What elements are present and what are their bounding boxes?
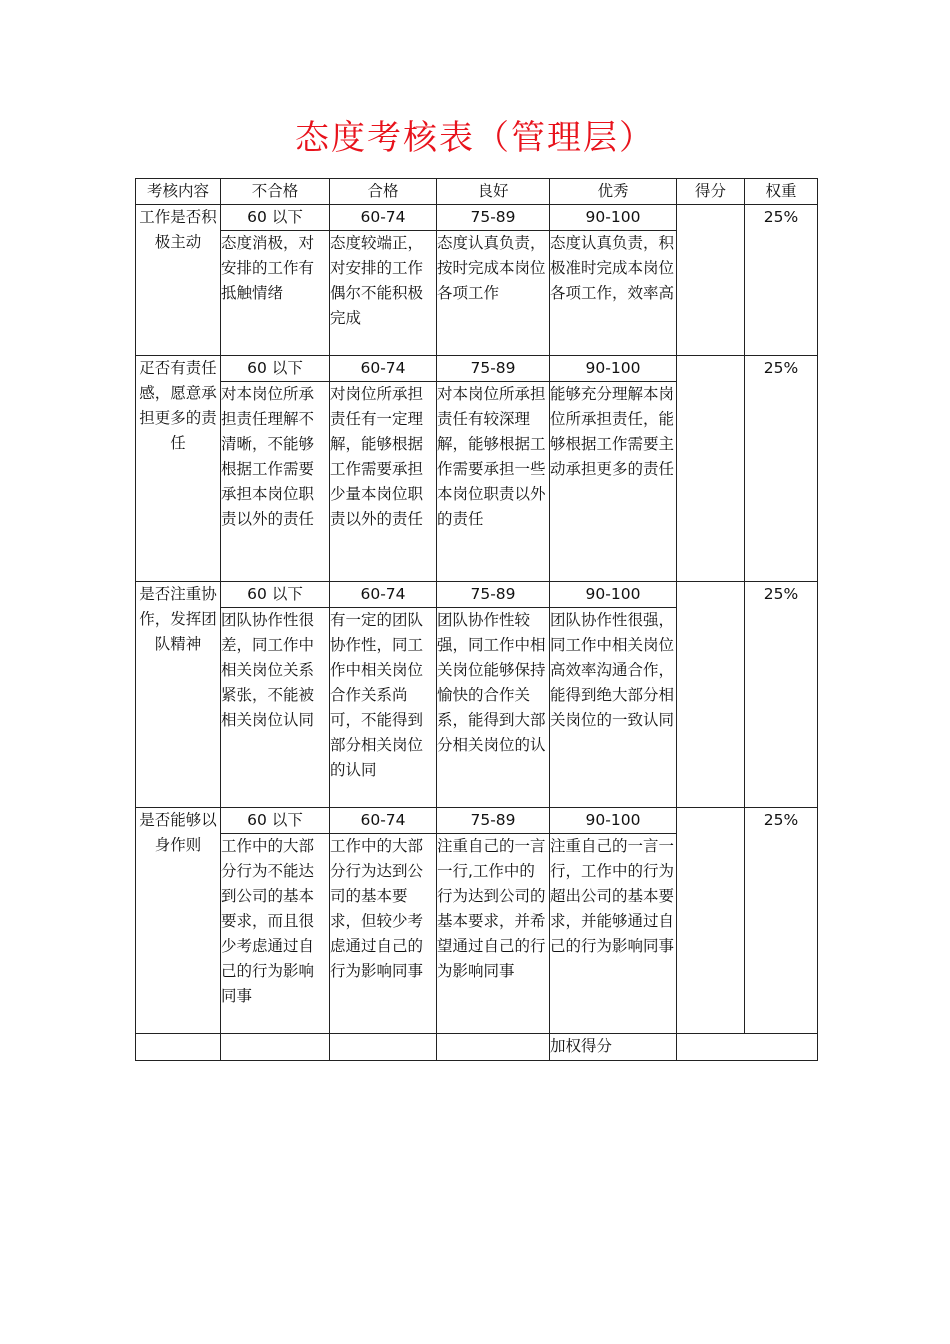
- weighted-score-value[interactable]: [677, 1034, 818, 1061]
- empty-cell: [437, 1034, 550, 1061]
- item-cell: 是否能够以身作则: [136, 808, 221, 1034]
- desc-fail: 对本岗位所承担责任理解不清晰，不能够根据工作需要承担本岗位职责以外的责任: [221, 382, 330, 582]
- header-fail: 不合格: [221, 179, 330, 205]
- desc-pass: 对岗位所承担责任有一定理解，能够根据工作需要承担少量本岗位职责以外的责任: [330, 382, 437, 582]
- range-excellent: 90-100: [550, 808, 677, 834]
- empty-cell: [330, 1034, 437, 1061]
- empty-cell: [221, 1034, 330, 1061]
- range-pass: 60-74: [330, 205, 437, 231]
- item-cell: 工作是否积极主动: [136, 205, 221, 356]
- score-range-row: [136, 356, 818, 382]
- header-excellent: 优秀: [550, 179, 677, 205]
- header-good: 良好: [437, 179, 550, 205]
- weighted-score-label: 加权得分: [550, 1034, 677, 1061]
- score-range-row: [136, 582, 818, 608]
- score-cell[interactable]: [677, 808, 745, 1034]
- desc-good: 对本岗位所承担责任有较深理解，能够根据工作需要承担一些本岗位职责以外的责任: [437, 382, 550, 582]
- empty-cell: [136, 1034, 221, 1061]
- desc-fail: 团队协作性很差，同工作中相关岗位关系紧张，不能被相关岗位认同: [221, 608, 330, 808]
- desc-excellent: 注重自己的一言一行，工作中的行为超出公司的基本要求，并能够通过自己的行为影响同事: [550, 834, 677, 1034]
- header-content: 考核内容: [136, 179, 221, 205]
- score-range-row: [136, 808, 818, 834]
- range-excellent: 90-100: [550, 356, 677, 382]
- desc-fail: 态度消极，对安排的工作有抵触情绪: [221, 231, 330, 356]
- range-fail: 60 以下: [221, 808, 330, 834]
- desc-good: 态度认真负责，按时完成本岗位各项工作: [437, 231, 550, 356]
- score-cell[interactable]: [677, 582, 745, 808]
- assessment-table: [135, 178, 818, 1061]
- desc-excellent: 团队协作性很强，同工作中相关岗位高效率沟通合作，能得到绝大部分相关岗位的一致认同: [550, 608, 677, 808]
- range-pass: 60-74: [330, 808, 437, 834]
- range-fail: 60 以下: [221, 582, 330, 608]
- weight-cell: 25%: [745, 808, 818, 1034]
- desc-excellent: 态度认真负责，积极准时完成本岗位各项工作，效率高: [550, 231, 677, 356]
- desc-pass: 态度较端正，对安排的工作偶尔不能积极完成: [330, 231, 437, 356]
- item-cell: 是否注重协作，发挥团队精神: [136, 582, 221, 808]
- weight-cell: 25%: [745, 582, 818, 808]
- range-fail: 60 以下: [221, 205, 330, 231]
- score-range-row: [136, 205, 818, 231]
- desc-pass: 有一定的团队协作性，同工作中相关岗位合作关系尚可，不能得到部分相关岗位的认同: [330, 608, 437, 808]
- desc-good: 注重自己的一言一行,工作中的行为达到公司的基本要求，并希望通过自己的行为影响同事: [437, 834, 550, 1034]
- range-pass: 60-74: [330, 582, 437, 608]
- desc-excellent: 能够充分理解本岗位所承担责任，能够根据工作需要主动承担更多的责任: [550, 382, 677, 582]
- weight-cell: 25%: [745, 205, 818, 356]
- range-excellent: 90-100: [550, 205, 677, 231]
- weight-cell: 25%: [745, 356, 818, 582]
- header-score: 得分: [677, 179, 745, 205]
- range-good: 75-89: [437, 205, 550, 231]
- range-fail: 60 以下: [221, 356, 330, 382]
- score-cell[interactable]: [677, 205, 745, 356]
- desc-pass: 工作中的大部分行为达到公司的基本要求，但较少考虑通过自己的行为影响同事: [330, 834, 437, 1034]
- range-pass: 60-74: [330, 356, 437, 382]
- weighted-score-row: [136, 1034, 818, 1061]
- score-cell[interactable]: [677, 356, 745, 582]
- desc-fail: 工作中的大部分行为不能达到公司的基本要求，而且很少考虑通过自己的行为影响同事: [221, 834, 330, 1034]
- range-excellent: 90-100: [550, 582, 677, 608]
- page-title: 态度考核表（管理层）: [295, 118, 655, 158]
- item-cell: 疋否有责任感，愿意承担更多的责任: [136, 356, 221, 582]
- desc-good: 团队协作性较强，同工作中相关岗位能够保持愉快的合作关系，能得到大部分相关岗位的认: [437, 608, 550, 808]
- range-good: 75-89: [437, 356, 550, 382]
- range-good: 75-89: [437, 582, 550, 608]
- range-good: 75-89: [437, 808, 550, 834]
- header-pass: 合格: [330, 179, 437, 205]
- header-weight: 权重: [745, 179, 818, 205]
- header-row: [136, 179, 818, 205]
